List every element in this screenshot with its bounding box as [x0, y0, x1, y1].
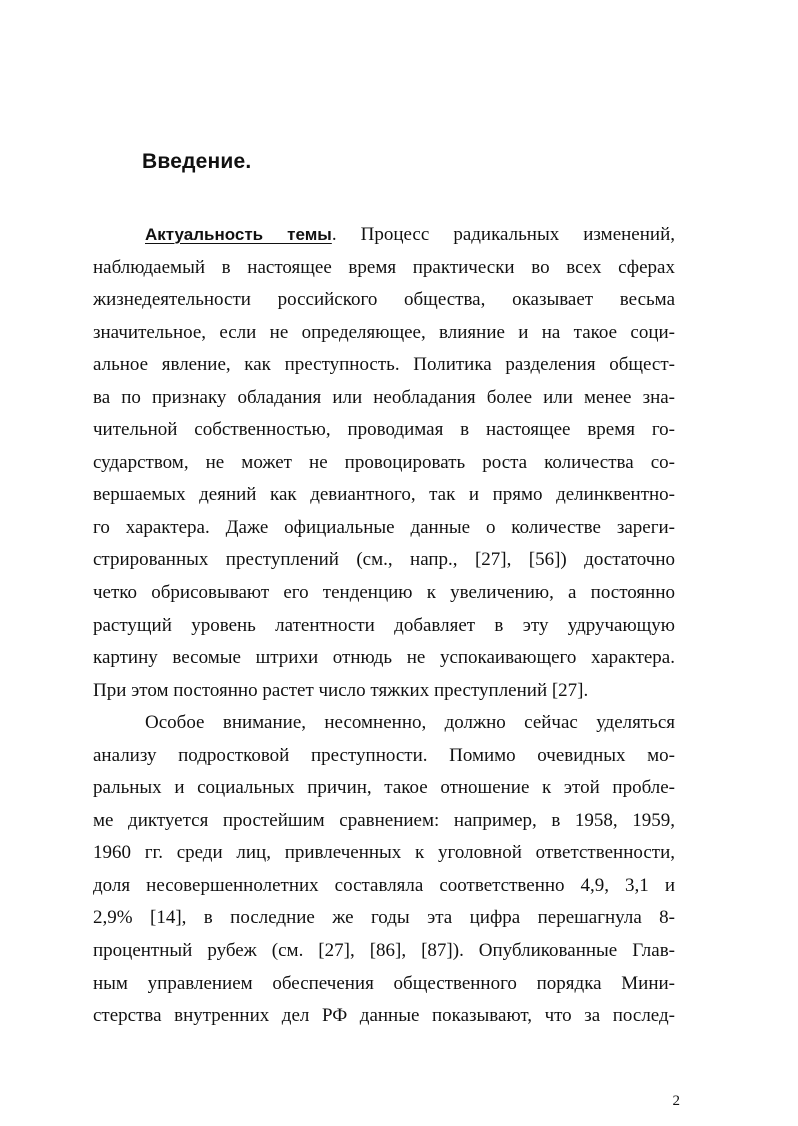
- page-number: 2: [672, 1093, 680, 1109]
- paragraph2-line: стерства внутренних дел РФ данные показывают, что за послед-: [93, 1005, 675, 1027]
- paragraph1-line: При этом постоянно растет число тяжких преступлений [27].: [93, 679, 589, 701]
- paragraph1-line: картину весомые штрихи отнюдь не успокаивающего характера.: [93, 647, 675, 669]
- paragraph1-line: го характера. Даже официальные данные о количестве зареги-: [93, 516, 675, 538]
- paragraph1-line: сударством, не может не провоцировать роста количества со-: [93, 451, 675, 473]
- paragraph2-line: доля несовершеннолетних составляла соответственно 4,9, 3,1 и: [93, 874, 675, 896]
- paragraph2-line: 1960 гг. среди лиц, привлеченных к уголовной ответственности,: [93, 842, 675, 864]
- paragraph1-line: альное явление, как преступность. Политика разделения общест-: [93, 354, 675, 376]
- paragraph1-line: стрированных преступлений (см., напр., [27], [56]) достаточно: [93, 549, 675, 571]
- paragraph2-line: 2,9% [14], в последние же годы эта цифра перешагнула 8-: [93, 907, 675, 929]
- section-heading: Введение.: [142, 150, 252, 173]
- paragraph2-line: процентный рубеж (см. [27], [86], [87]). Опубликованные Глав-: [93, 940, 675, 962]
- paragraph1-line: ва по признаку обладания или необладания более или менее зна-: [93, 386, 675, 408]
- paragraph1-line-0: [93, 219, 675, 252]
- paragraph1-line: вершаемых деяний как девиантного, так и прямо делинквентно-: [93, 484, 675, 506]
- paragraph2-line: Особое внимание, несомненно, должно сейчас уделяться: [145, 712, 675, 734]
- topic-label: Актуальность темы: [145, 225, 332, 244]
- paragraph1-line: значительное, если не определяющее, влияние и на такое соци-: [93, 321, 675, 343]
- paragraph2-line: ме диктуется простейшим сравнением: например, в 1958, 1959,: [93, 809, 675, 831]
- paragraph2-line: анализу подростковой преступности. Помимо очевидных мо-: [93, 744, 675, 766]
- paragraph1-line: четко обрисовывают его тенденцию к увеличению, а постоянно: [93, 582, 675, 604]
- paragraph1-line: жизнедеятельности российского общества, оказывает весьма: [93, 289, 675, 311]
- body-text: [93, 219, 675, 1033]
- paragraph2-line: ральных и социальных причин, такое отношение к этой пробле-: [93, 777, 675, 799]
- paragraph2-line: ным управлением обеспечения общественного порядка Мини-: [93, 972, 675, 994]
- paragraph1-line: растущий уровень латентности добавляет в эту удручающую: [93, 614, 675, 636]
- paragraph1-line: наблюдаемый в настоящее время практически во всех сферах: [93, 256, 675, 278]
- paragraph1-line: чительной собственностью, проводимая в настоящее время го-: [93, 419, 675, 441]
- paragraph1-first-line-rest: . Процесс радикальных изменений,: [331, 224, 675, 245]
